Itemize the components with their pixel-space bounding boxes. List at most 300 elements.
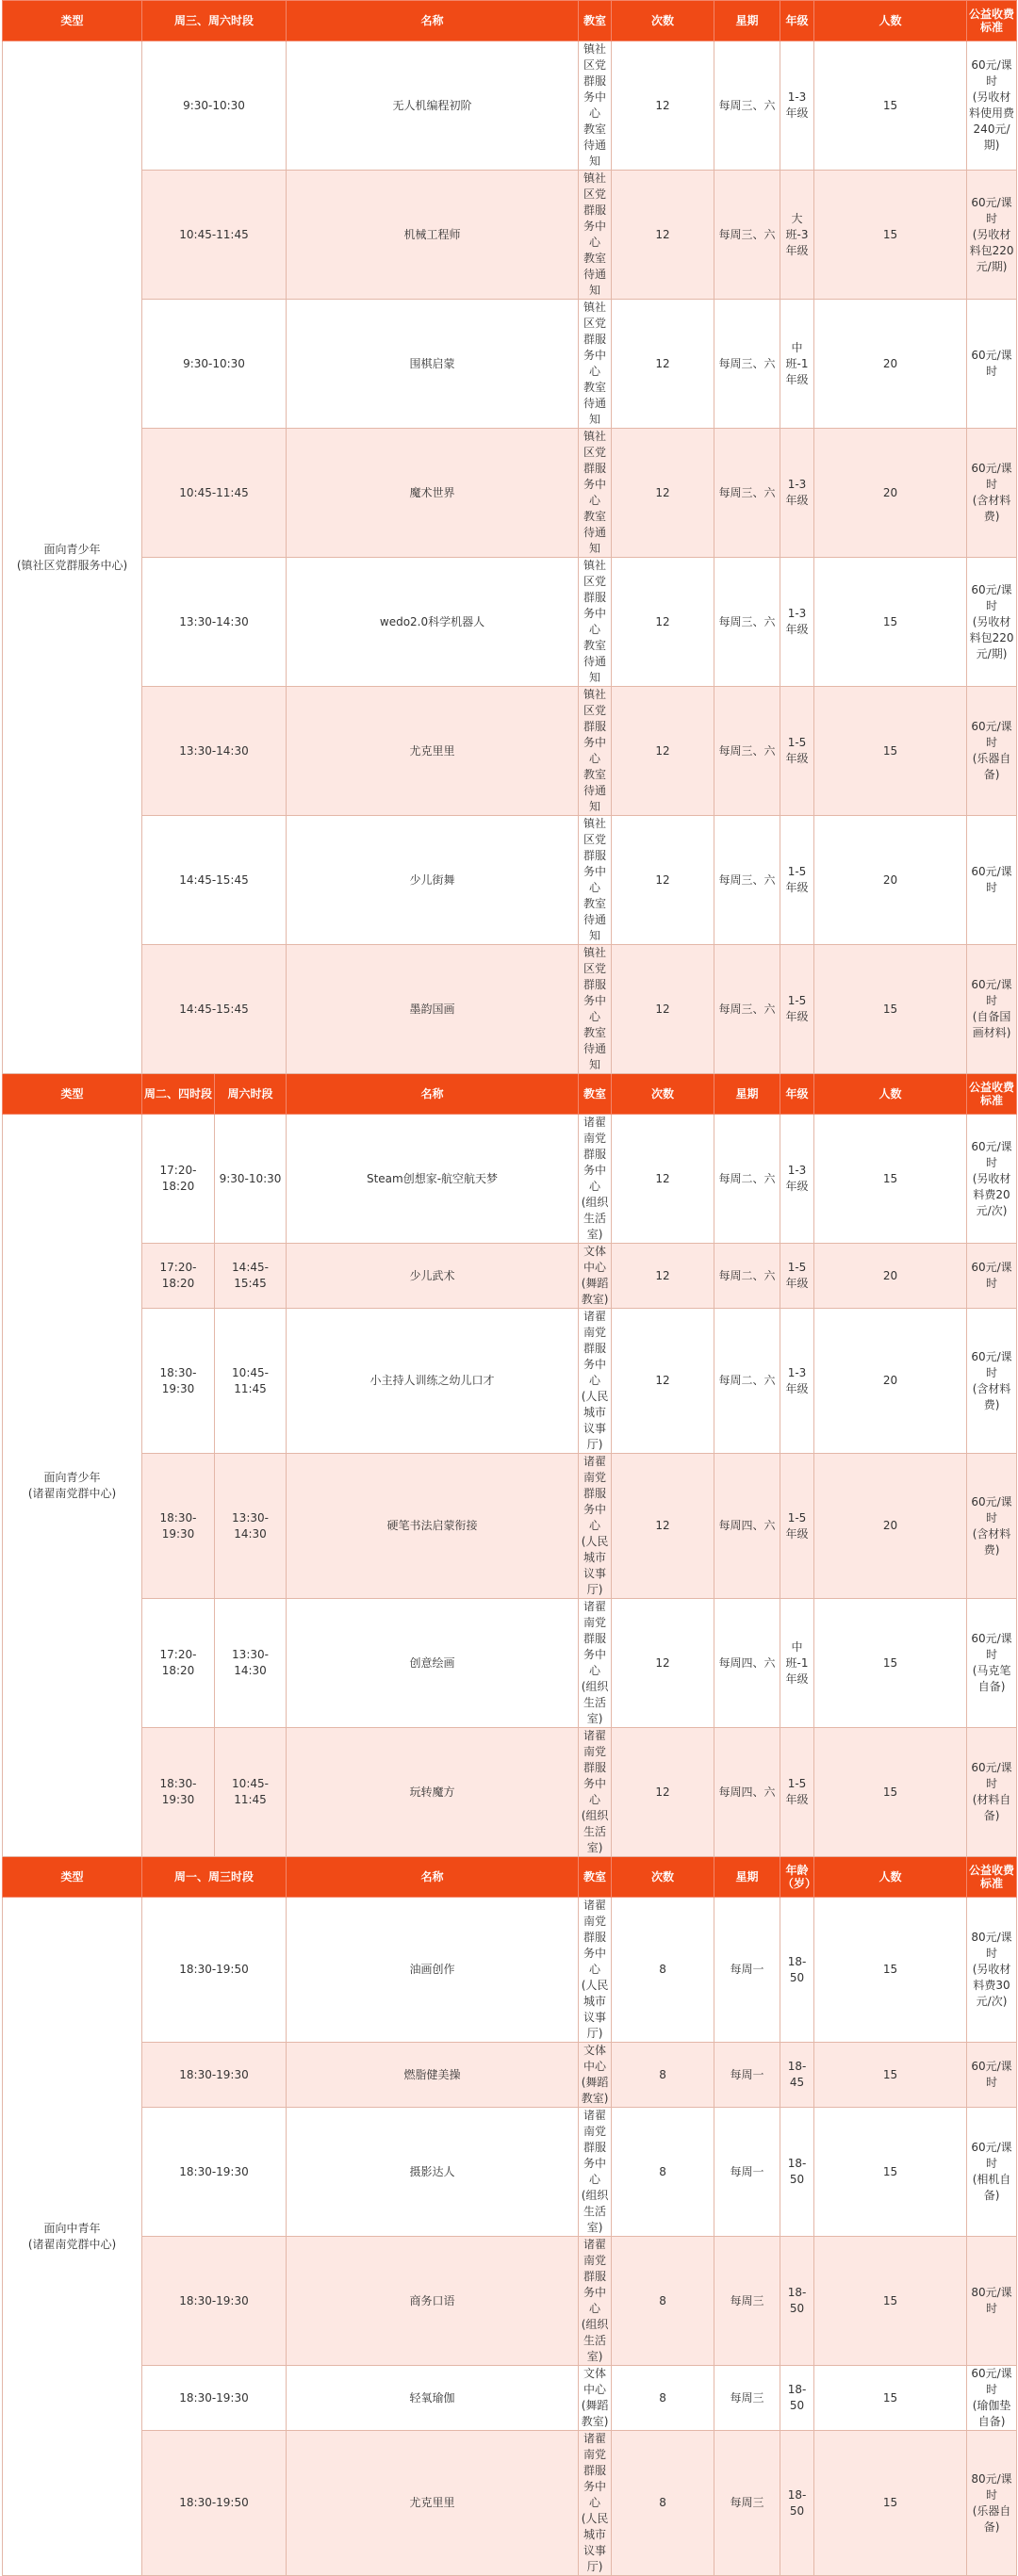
weekday-time-cell: 18:30-19:30 — [142, 1309, 215, 1454]
category-cell-line-2: (诸翟南党群中心) — [27, 2237, 117, 2251]
count-cell: 12 — [612, 300, 714, 429]
fee-cell — [967, 300, 1017, 429]
fee-cell — [967, 816, 1017, 945]
count-cell: 12 — [612, 558, 714, 687]
time-cell: 9:30-10:30 — [142, 300, 287, 429]
room-cell — [579, 2043, 612, 2108]
weekday-cell: 每周三 — [714, 2431, 780, 2576]
fee-cell-line-1: 60元/课时 — [971, 2060, 1012, 2089]
header-cell: 公益收费标准 — [967, 1074, 1017, 1115]
header-cell: 次数 — [612, 1, 714, 41]
time-cell: 18:30-19:30 — [142, 2366, 287, 2431]
category-cell-line-1: 面向青少年 — [43, 1470, 101, 1484]
weekday-cell: 每周三、六 — [714, 429, 780, 558]
grade-cell: 1-5年级 — [780, 1454, 814, 1599]
people-cell: 15 — [814, 171, 967, 300]
grade-cell: 18-50 — [780, 2366, 814, 2431]
room-cell-line-2: 教室待通知 — [583, 1026, 607, 1071]
room-cell-line-2: 教室待通知 — [583, 768, 607, 813]
header-cell: 星期 — [714, 1857, 780, 1898]
header-cell: 名称 — [287, 1074, 579, 1115]
weekday-cell: 每周三 — [714, 2237, 780, 2366]
table-row — [3, 816, 1017, 945]
fee-cell — [967, 945, 1017, 1074]
fee-cell-line-2: (另收材料包220元/期) — [969, 227, 1014, 273]
saturday-time-cell: 13:30-14:30 — [215, 1454, 287, 1599]
people-cell: 15 — [814, 558, 967, 687]
room-cell — [579, 1898, 612, 2043]
fee-cell-line-1: 60元/课时 — [971, 582, 1012, 612]
room-cell-line-2: (人民城市议事厅) — [581, 1535, 609, 1596]
count-cell: 8 — [612, 2237, 714, 2366]
grade-cell: 1-3年级 — [780, 1115, 814, 1244]
room-cell — [579, 2366, 612, 2431]
weekday-cell: 每周三、六 — [714, 41, 780, 171]
saturday-time-cell: 14:45-15:45 — [215, 1244, 287, 1309]
room-cell — [579, 945, 612, 1074]
category-cell — [3, 41, 142, 1074]
people-cell: 15 — [814, 687, 967, 816]
fee-cell-line-2: (材料自备) — [972, 1793, 1011, 1822]
table-row — [3, 1244, 1017, 1309]
room-cell-line-2: (组织生活室) — [581, 1196, 609, 1241]
weekday-cell: 每周二、六 — [714, 1244, 780, 1309]
fee-cell-line-1: 60元/课时 — [971, 2367, 1012, 2396]
fee-cell — [967, 1309, 1017, 1454]
fee-cell-line-1: 60元/课时 — [971, 1261, 1012, 1290]
header-cell: 年龄（岁） — [780, 1857, 814, 1898]
time-cell: 10:45-11:45 — [142, 429, 287, 558]
fee-cell — [967, 429, 1017, 558]
header-cell: 公益收费标准 — [967, 1, 1017, 41]
fee-cell-line-1: 80元/课时 — [971, 2286, 1012, 2315]
room-cell-line-1: 镇社区党群服务中心 — [583, 946, 607, 1023]
saturday-time-cell: 10:45-11:45 — [215, 1728, 287, 1857]
course-name-cell: 玩转魔方 — [287, 1728, 579, 1857]
time-cell: 10:45-11:45 — [142, 171, 287, 300]
fee-cell-line-1: 60元/课时 — [971, 1494, 1012, 1524]
room-cell-line-2: 教室待通知 — [583, 897, 607, 942]
room-cell-line-1: 镇社区党群服务中心 — [583, 688, 607, 765]
room-cell-line-1: 镇社区党群服务中心 — [583, 817, 607, 894]
room-cell — [579, 816, 612, 945]
table-row — [3, 2431, 1017, 2576]
room-cell-line-1: 诸翟南党群服务中心 — [583, 2109, 607, 2186]
weekday-cell: 每周三、六 — [714, 687, 780, 816]
people-cell: 20 — [814, 300, 967, 429]
fee-cell — [967, 2431, 1017, 2576]
table-row — [3, 41, 1017, 171]
room-cell-line-2: 教室待通知 — [583, 122, 607, 168]
header-cell: 名称 — [287, 1, 579, 41]
fee-cell — [967, 558, 1017, 687]
header-cell: 周六时段 — [215, 1074, 287, 1115]
weekday-cell: 每周三、六 — [714, 171, 780, 300]
category-cell-line-2: (诸翟南党群中心) — [27, 1486, 117, 1500]
table-row — [3, 1115, 1017, 1244]
course-name-cell: 燃脂健美操 — [287, 2043, 579, 2108]
fee-cell-line-2: (相机自备) — [972, 2173, 1011, 2202]
room-cell — [579, 41, 612, 171]
people-cell: 20 — [814, 1454, 967, 1599]
header-cell: 公益收费标准 — [967, 1857, 1017, 1898]
weekday-cell: 每周二、六 — [714, 1115, 780, 1244]
room-cell — [579, 2108, 612, 2237]
room-cell-line-1: 文体中心 — [583, 2044, 607, 2073]
room-cell-line-1: 文体中心 — [583, 2367, 607, 2396]
fee-cell-line-1: 60元/课时 — [971, 349, 1012, 378]
room-cell-line-1: 诸翟南党群服务中心 — [583, 1899, 607, 1976]
count-cell: 12 — [612, 816, 714, 945]
weekday-cell: 每周三 — [714, 2366, 780, 2431]
room-cell-line-1: 诸翟南党群服务中心 — [583, 1116, 607, 1193]
course-name-cell: 机械工程师 — [287, 171, 579, 300]
grade-cell: 1-3年级 — [780, 1309, 814, 1454]
course-name-cell: 尤克里里 — [287, 2431, 579, 2576]
weekday-time-cell: 17:20-18:20 — [142, 1115, 215, 1244]
fee-cell-line-1: 60元/课时 — [971, 978, 1012, 1007]
fee-cell-line-2: (马克笔自备) — [972, 1664, 1011, 1693]
fee-cell-line-1: 60元/课时 — [971, 2141, 1012, 2170]
saturday-time-cell: 13:30-14:30 — [215, 1599, 287, 1728]
count-cell: 12 — [612, 1454, 714, 1599]
count-cell: 12 — [612, 1728, 714, 1857]
fee-cell-line-2: (乐器自备) — [972, 2503, 1011, 2534]
weekday-time-cell: 17:20-18:20 — [142, 1244, 215, 1309]
count-cell: 12 — [612, 1309, 714, 1454]
section-header-row — [3, 1074, 1017, 1115]
course-name-cell: 硬笔书法启蒙衔接 — [287, 1454, 579, 1599]
fee-cell-line-2: (瑜伽垫自备) — [972, 2399, 1011, 2428]
saturday-time-cell: 9:30-10:30 — [215, 1115, 287, 1244]
category-cell-line-1: 面向中青年 — [43, 2221, 101, 2235]
grade-cell: 1-3年级 — [780, 41, 814, 171]
room-cell-line-2: 教室待通知 — [583, 510, 607, 555]
header-cell: 名称 — [287, 1857, 579, 1898]
fee-cell-line-1: 60元/课时 — [971, 195, 1012, 225]
room-cell-line-1: 镇社区党群服务中心 — [583, 301, 607, 378]
fee-cell-line-1: 60元/课时 — [971, 462, 1012, 491]
room-cell-line-2: 教室待通知 — [583, 381, 607, 426]
time-cell: 18:30-19:50 — [142, 2431, 287, 2576]
fee-cell-line-2: (含材料费) — [972, 1526, 1011, 1557]
weekday-cell: 每周四、六 — [714, 1454, 780, 1599]
category-cell-line-2: (镇社区党群服务中心) — [16, 558, 128, 572]
time-cell: 14:45-15:45 — [142, 816, 287, 945]
header-cell: 人数 — [814, 1857, 967, 1898]
count-cell: 8 — [612, 1898, 714, 2043]
fee-cell — [967, 687, 1017, 816]
header-cell: 次数 — [612, 1857, 714, 1898]
people-cell: 20 — [814, 1244, 967, 1309]
room-cell-line-2: (人民城市议事厅) — [581, 2512, 609, 2573]
room-cell — [579, 1115, 612, 1244]
course-name-cell: 少儿街舞 — [287, 816, 579, 945]
people-cell: 15 — [814, 2431, 967, 2576]
fee-cell-line-1: 60元/课时 — [971, 1139, 1012, 1169]
people-cell: 15 — [814, 2108, 967, 2237]
header-cell: 人数 — [814, 1074, 967, 1115]
room-cell-line-2: 教室待通知 — [583, 252, 607, 297]
category-cell — [3, 1115, 142, 1857]
weekday-time-cell: 17:20-18:20 — [142, 1599, 215, 1728]
table-row — [3, 2108, 1017, 2237]
weekday-cell: 每周三、六 — [714, 945, 780, 1074]
fee-cell-line-1: 80元/课时 — [971, 2471, 1012, 2502]
people-cell: 20 — [814, 429, 967, 558]
header-cell: 星期 — [714, 1, 780, 41]
table-body — [3, 1, 1017, 2576]
fee-cell — [967, 1454, 1017, 1599]
header-cell: 类型 — [3, 1857, 142, 1898]
fee-cell — [967, 2237, 1017, 2366]
header-cell: 周一、周三时段 — [142, 1857, 287, 1898]
weekday-cell: 每周一 — [714, 2108, 780, 2237]
weekday-cell: 每周二、六 — [714, 1309, 780, 1454]
course-name-cell: wedo2.0科学机器人 — [287, 558, 579, 687]
room-cell-line-1: 诸翟南党群服务中心 — [583, 1310, 607, 1387]
course-name-cell: 少儿武术 — [287, 1244, 579, 1309]
room-cell — [579, 2431, 612, 2576]
people-cell: 15 — [814, 2043, 967, 2108]
room-cell-line-2: (组织生活室) — [581, 2189, 609, 2234]
course-name-cell: 小主持人训练之幼儿口才 — [287, 1309, 579, 1454]
table-row — [3, 1454, 1017, 1599]
fee-cell-line-2: (另收材料费30元/次) — [972, 1963, 1011, 2008]
room-cell-line-1: 诸翟南党群服务中心 — [583, 1455, 607, 1532]
table-row — [3, 1309, 1017, 1454]
time-cell: 13:30-14:30 — [142, 687, 287, 816]
room-cell-line-1: 文体中心 — [583, 1245, 607, 1274]
weekday-time-cell: 18:30-19:30 — [142, 1728, 215, 1857]
room-cell-line-1: 诸翟南党群服务中心 — [583, 1729, 607, 1806]
room-cell — [579, 1309, 612, 1454]
grade-cell: 1-5年级 — [780, 1728, 814, 1857]
category-cell — [3, 1898, 142, 2576]
table-row — [3, 558, 1017, 687]
fee-cell-line-1: 60元/课时 — [971, 58, 1012, 88]
course-name-cell: 商务口语 — [287, 2237, 579, 2366]
grade-cell: 中班-1年级 — [780, 1599, 814, 1728]
course-name-cell: 摄影达人 — [287, 2108, 579, 2237]
room-cell-line-2: (舞蹈教室) — [581, 1277, 609, 1306]
fee-cell — [967, 1599, 1017, 1728]
header-cell: 周二、四时段 — [142, 1074, 215, 1115]
section-header-row — [3, 1857, 1017, 1898]
count-cell: 12 — [612, 687, 714, 816]
room-cell — [579, 2237, 612, 2366]
table-row — [3, 2043, 1017, 2108]
table-row — [3, 429, 1017, 558]
header-cell: 次数 — [612, 1074, 714, 1115]
count-cell: 12 — [612, 945, 714, 1074]
fee-cell — [967, 1728, 1017, 1857]
room-cell — [579, 1454, 612, 1599]
grade-cell: 大班-3年级 — [780, 171, 814, 300]
table-row — [3, 2366, 1017, 2431]
header-cell: 类型 — [3, 1, 142, 41]
weekday-cell: 每周三、六 — [714, 300, 780, 429]
room-cell — [579, 1244, 612, 1309]
count-cell: 12 — [612, 1599, 714, 1728]
fee-cell — [967, 1898, 1017, 2043]
people-cell: 15 — [814, 2237, 967, 2366]
grade-cell: 18-50 — [780, 2237, 814, 2366]
table-row — [3, 945, 1017, 1074]
grade-cell: 1-3年级 — [780, 558, 814, 687]
course-name-cell: 墨韵国画 — [287, 945, 579, 1074]
category-cell-line-1: 面向青少年 — [43, 542, 101, 556]
count-cell: 12 — [612, 429, 714, 558]
header-cell: 人数 — [814, 1, 967, 41]
time-cell: 13:30-14:30 — [142, 558, 287, 687]
course-name-cell: 尤克里里 — [287, 687, 579, 816]
count-cell: 12 — [612, 41, 714, 171]
weekday-cell: 每周一 — [714, 1898, 780, 2043]
room-cell — [579, 171, 612, 300]
room-cell — [579, 429, 612, 558]
room-cell-line-1: 镇社区党群服务中心 — [583, 42, 607, 120]
fee-cell-line-1: 60元/课时 — [971, 1761, 1012, 1790]
people-cell: 15 — [814, 2366, 967, 2431]
fee-cell — [967, 1115, 1017, 1244]
fee-cell-line-2: (乐器自备) — [972, 752, 1011, 781]
grade-cell: 18-50 — [780, 2431, 814, 2576]
room-cell-line-2: (组织生活室) — [581, 1809, 609, 1854]
grade-cell: 1-5年级 — [780, 945, 814, 1074]
count-cell: 8 — [612, 2108, 714, 2237]
fee-cell-line-1: 60元/课时 — [971, 865, 1012, 894]
fee-cell — [967, 2043, 1017, 2108]
course-name-cell: 创意绘画 — [287, 1599, 579, 1728]
people-cell: 15 — [814, 945, 967, 1074]
count-cell: 12 — [612, 1115, 714, 1244]
people-cell: 15 — [814, 1898, 967, 2043]
grade-cell: 18-50 — [780, 1898, 814, 2043]
room-cell-line-2: 教室待通知 — [583, 639, 607, 684]
weekday-cell: 每周一 — [714, 2043, 780, 2108]
grade-cell: 18-45 — [780, 2043, 814, 2108]
room-cell-line-1: 镇社区党群服务中心 — [583, 171, 607, 249]
saturday-time-cell: 10:45-11:45 — [215, 1309, 287, 1454]
people-cell: 15 — [814, 41, 967, 171]
grade-cell: 1-5年级 — [780, 1244, 814, 1309]
people-cell: 20 — [814, 1309, 967, 1454]
count-cell: 8 — [612, 2366, 714, 2431]
header-cell: 教室 — [579, 1074, 612, 1115]
weekday-time-cell: 18:30-19:30 — [142, 1454, 215, 1599]
table-row — [3, 687, 1017, 816]
room-cell-line-1: 镇社区党群服务中心 — [583, 559, 607, 636]
room-cell-line-1: 诸翟南党群服务中心 — [583, 1600, 607, 1677]
people-cell: 20 — [814, 816, 967, 945]
header-cell: 年级 — [780, 1, 814, 41]
fee-cell-line-2: (含材料费) — [972, 494, 1011, 523]
header-cell: 教室 — [579, 1857, 612, 1898]
room-cell-line-1: 诸翟南党群服务中心 — [583, 2238, 607, 2315]
fee-cell-line-2: (另收材料包220元/期) — [969, 614, 1014, 660]
fee-cell-line-2: (另收材料使用费240元/期) — [969, 90, 1015, 152]
room-cell-line-2: (人民城市议事厅) — [581, 1979, 609, 2040]
fee-cell-line-1: 80元/课时 — [971, 1931, 1012, 1960]
course-schedule-table — [2, 0, 1017, 2576]
table-row — [3, 171, 1017, 300]
time-cell: 9:30-10:30 — [142, 41, 287, 171]
fee-cell-line-2: (自备国画材料) — [972, 1010, 1011, 1039]
table-row — [3, 300, 1017, 429]
time-cell: 14:45-15:45 — [142, 945, 287, 1074]
fee-cell-line-2: (含材料费) — [972, 1381, 1011, 1411]
table-row — [3, 2237, 1017, 2366]
fee-cell — [967, 171, 1017, 300]
time-cell: 18:30-19:30 — [142, 2043, 287, 2108]
grade-cell: 中班-1年级 — [780, 300, 814, 429]
grade-cell: 18-50 — [780, 2108, 814, 2237]
weekday-cell: 每周三、六 — [714, 558, 780, 687]
room-cell-line-2: (人民城市议事厅) — [581, 1390, 609, 1451]
course-name-cell: Steam创想家-航空航天梦 — [287, 1115, 579, 1244]
fee-cell-line-1: 60元/课时 — [971, 1349, 1012, 1379]
grade-cell: 1-5年级 — [780, 687, 814, 816]
room-cell-line-2: (舞蹈教室) — [581, 2399, 609, 2428]
room-cell — [579, 1728, 612, 1857]
room-cell-line-1: 镇社区党群服务中心 — [583, 430, 607, 507]
room-cell — [579, 558, 612, 687]
fee-cell — [967, 2366, 1017, 2431]
time-cell: 18:30-19:30 — [142, 2237, 287, 2366]
weekday-cell: 每周三、六 — [714, 816, 780, 945]
weekday-cell: 每周四、六 — [714, 1728, 780, 1857]
table-row — [3, 1898, 1017, 2043]
table-row — [3, 1599, 1017, 1728]
room-cell-line-1: 诸翟南党群服务中心 — [583, 2432, 607, 2509]
course-name-cell: 魔术世界 — [287, 429, 579, 558]
course-name-cell: 围棋启蒙 — [287, 300, 579, 429]
grade-cell: 1-3年级 — [780, 429, 814, 558]
course-name-cell: 油画创作 — [287, 1898, 579, 2043]
section-header-row — [3, 1, 1017, 41]
count-cell: 12 — [612, 1244, 714, 1309]
room-cell-line-2: (组织生活室) — [581, 2318, 609, 2363]
count-cell: 8 — [612, 2431, 714, 2576]
course-name-cell: 无人机编程初阶 — [287, 41, 579, 171]
room-cell-line-2: (舞蹈教室) — [581, 2076, 609, 2105]
fee-cell-line-1: 60元/课时 — [971, 1632, 1012, 1661]
count-cell: 12 — [612, 171, 714, 300]
time-cell: 18:30-19:50 — [142, 1898, 287, 2043]
header-cell: 周三、周六时段 — [142, 1, 287, 41]
fee-cell — [967, 41, 1017, 171]
fee-cell-line-2: (另收材料费20元/次) — [972, 1171, 1011, 1217]
room-cell-line-2: (组织生活室) — [581, 1680, 609, 1725]
course-name-cell: 轻氧瑜伽 — [287, 2366, 579, 2431]
header-cell: 教室 — [579, 1, 612, 41]
table-row — [3, 1728, 1017, 1857]
people-cell: 15 — [814, 1599, 967, 1728]
room-cell — [579, 300, 612, 429]
fee-cell — [967, 2108, 1017, 2237]
fee-cell-line-1: 60元/课时 — [971, 720, 1012, 749]
header-cell: 年级 — [780, 1074, 814, 1115]
header-cell: 星期 — [714, 1074, 780, 1115]
people-cell: 15 — [814, 1115, 967, 1244]
people-cell: 15 — [814, 1728, 967, 1857]
room-cell — [579, 1599, 612, 1728]
grade-cell: 1-5年级 — [780, 816, 814, 945]
weekday-cell: 每周四、六 — [714, 1599, 780, 1728]
time-cell: 18:30-19:30 — [142, 2108, 287, 2237]
count-cell: 8 — [612, 2043, 714, 2108]
